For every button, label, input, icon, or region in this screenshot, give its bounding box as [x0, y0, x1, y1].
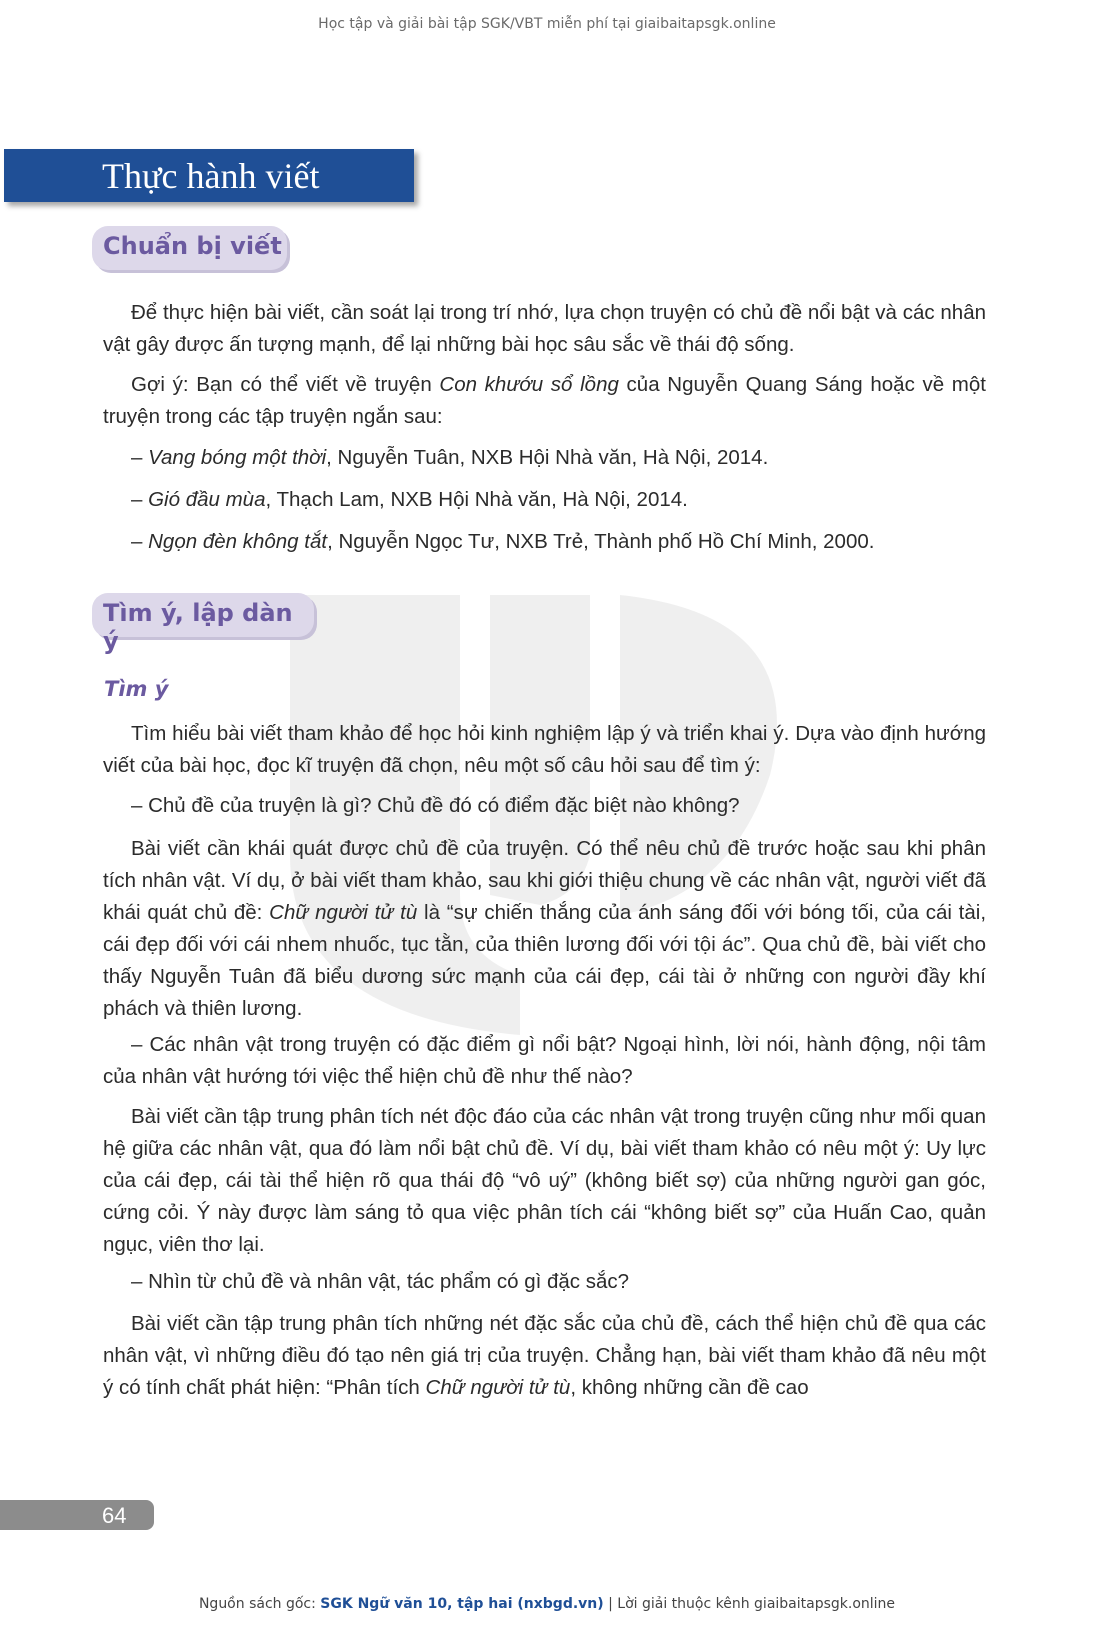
footer-source [0, 1596, 1094, 1612]
list-dash: – [131, 488, 149, 511]
heading-pill-outline [92, 593, 314, 655]
answer-3-book-title: Chữ người tử tù [425, 1376, 571, 1399]
outline-intro-paragraph [103, 718, 986, 782]
outline-intro-text: Tìm hiểu bài viết tham khảo để học hỏi kinh nghiệm lập ý và triển khai ý. Dựa vào định hướng viết của bài học, đọc kĩ truyện đã chọn, nêu một số câu hỏi sau để tìm ý: [103, 722, 986, 777]
find-ideas-subheading: Tìm ý [104, 677, 169, 701]
preparation-paragraph-1 [103, 297, 986, 361]
book-list-item [103, 484, 986, 516]
book-details: , Nguyễn Ngọc Tư, NXB Trẻ, Thành phố Hồ Chí Minh, 2000. [327, 530, 875, 553]
preparation-paragraph-2 [103, 369, 986, 433]
answer-1-paragraph [103, 833, 986, 1025]
book-title: Vang bóng một thời [148, 446, 327, 469]
footer-prefix: Nguồn sách gốc: [198, 1596, 321, 1612]
suggestion-book-title: Con khướu sổ lồng [439, 373, 619, 396]
answer-2-text: Bài viết cần tập trung phân tích nét độc đáo của các nhân vật trong truyện cũng như mối quan hệ giữa các nhân vật, qua đó làm nổi bật chủ đề. Ví dụ, bài viết tham khảo có nêu một ý: Uy lực của cái đẹp, cái tài thể hiện rõ qua thái độ “vô uý” (không biết sợ) của những người gan góc, cứng cỏi. Ý này được làm sáng tỏ qua việc phân tích cái “không biết sợ” của Huấn Cao, quản ngục, viên thơ lại. [103, 1105, 986, 1256]
suggestion-text-end: của Nguyễn Quang Sáng hoặc về một truyện trong các tập truyện ngắn sau: [103, 373, 986, 428]
book-title: Gió đầu mùa [148, 488, 266, 511]
answer-1-book-title: Chữ người tử tù [269, 901, 418, 924]
top-banner: Học tập và giải bài tập SGK/VBT miễn phí tại giaibaitapsgk.online [318, 16, 776, 32]
question-2-text: – Các nhân vật trong truyện có đặc điểm gì nổi bật? Ngoại hình, lời nói, hành động, nội tâm của nhân vật hướng tới việc thể hiện chủ đề như thế nào? [103, 1033, 986, 1088]
question-3 [103, 1266, 986, 1298]
answer-1-text-end: là “sự chiến thắng của ánh sáng đối với bóng tối, của cái tài, cái đẹp đối với cái nhem nhuốc, tục tằn, của thiên lương đối với tội ác”. Qua chủ đề, bài viết cho thấy Nguyễn Tuân đã biểu dương sức mạnh của cái đẹp, cái tài ở những con người đầy khí phách và thiên lương. [103, 901, 987, 1020]
answer-3-paragraph [103, 1308, 986, 1404]
answer-2-paragraph [103, 1101, 986, 1261]
book-list-item [103, 526, 986, 558]
footer-source-link[interactable]: SGK Ngữ văn 10, tập hai (nxbgd.vn) [320, 1596, 604, 1612]
answer-3-text: Bài viết cần tập trung phân tích những nét đặc sắc của chủ đề, cách thể hiện chủ đề qua các nhân vật, vì những điều đó tạo nên giá trị của truyện. Chẳng hạn, bài viết tham khảo đã nêu một ý có tính chất phát hiện: “Phân tích [103, 1312, 986, 1399]
answer-1-text: Bài viết cần khái quát được chủ đề của truyện. Có thể nêu chủ đề trước hoặc sau khi phân tích nhân vật. Ví dụ, ở bài viết tham khảo, sau khi giới thiệu chung về các nhân vật, người viết đã khái quát chủ đề: [103, 837, 986, 924]
preparation-heading: Chuẩn bị viết [103, 232, 282, 260]
list-dash: – [131, 530, 149, 553]
answer-3-text-end: , không những cần đề cao [570, 1376, 809, 1399]
section-title-banner [4, 149, 414, 202]
list-dash: – [131, 446, 149, 469]
question-1-text: – Chủ đề của truyện là gì? Chủ đề đó có điểm đặc biệt nào không? [131, 794, 740, 817]
section-title: Thực hành viết [102, 156, 320, 196]
page-number: 64 [102, 1503, 127, 1528]
book-details: , Nguyễn Tuân, NXB Hội Nhà văn, Hà Nội, 2014. [326, 446, 769, 469]
question-3-text: – Nhìn từ chủ đề và nhân vật, tác phẩm có gì đặc sắc? [131, 1270, 630, 1293]
question-2 [103, 1029, 986, 1093]
book-title: Ngọn đèn không tắt [148, 530, 328, 553]
outline-heading: Tìm ý, lập dàn ý [103, 599, 293, 655]
question-1 [103, 790, 986, 822]
suggestion-text: Gợi ý: Bạn có thể viết về truyện [131, 373, 440, 396]
preparation-text-1: Để thực hiện bài viết, cần soát lại trong trí nhớ, lựa chọn truyện có chủ đề nổi bật và các nhân vật gây được ấn tượng mạnh, để lại những bài học sâu sắc về thái độ sống. [103, 301, 986, 356]
page-number-tab [0, 1500, 154, 1530]
footer-suffix: | Lời giải thuộc kênh giaibaitapsgk.online [603, 1596, 896, 1612]
heading-pill-preparation [92, 226, 287, 270]
book-details: , Thạch Lam, NXB Hội Nhà văn, Hà Nội, 2014. [265, 488, 688, 511]
book-list-item [103, 442, 986, 474]
